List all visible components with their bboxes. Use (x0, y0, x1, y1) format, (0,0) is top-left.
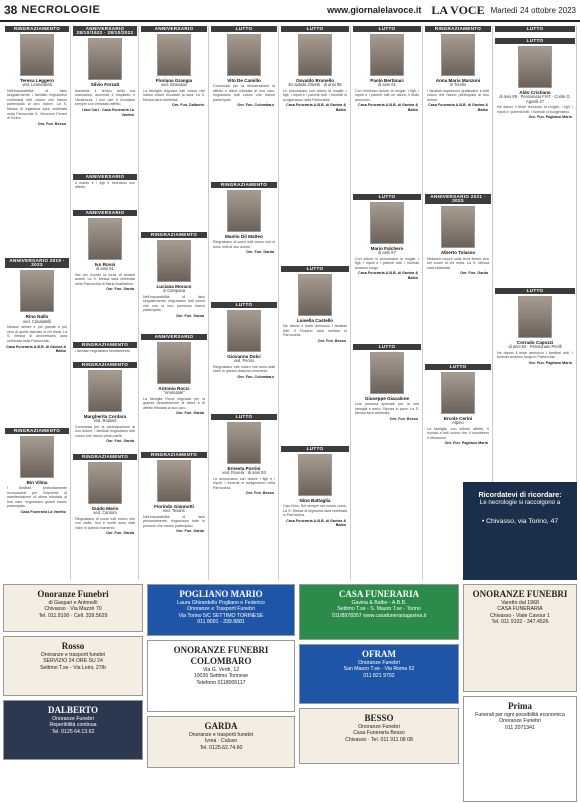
ad-pagliano[interactable] (147, 584, 295, 636)
portrait-photo (88, 462, 122, 504)
portrait-photo (370, 202, 404, 244)
obituary-notice (281, 26, 349, 264)
notice-type: RINGRAZIAMENTO (211, 182, 277, 188)
notice-type: ANNIVERSARIO (73, 174, 137, 180)
notice-text: La famiglia Rocci ringrazia per la grande dimostrazione di stima e di affetto tributata al suo caro. (143, 396, 205, 410)
portrait-photo (370, 352, 404, 394)
funeral-home-credit: Onr. Fun. Garda (246, 250, 274, 255)
deceased-name: Ivo Rossi (94, 261, 116, 267)
deceased-name: Teresa Leggero (20, 77, 54, 83)
portrait-photo (227, 422, 261, 464)
portrait-photo (227, 310, 261, 352)
notice-text: Lo annunciano con dolore i figli e i nipoti. I funerali si svolgeranno nella Parrocchia. (213, 476, 275, 490)
portrait-photo (88, 370, 122, 412)
notice-type: ANNIVERSARIO (141, 334, 207, 340)
notice-text: Con dolore lo annunciano la moglie, i figli, i nipoti e i parenti tutti. I funerali avranno luogo. (355, 256, 419, 270)
notice-text: Una persona speciale per la sua famiglia e amici. Riposa in pace. La S. Messa sarà celebrata. (355, 401, 419, 416)
deceased-name: Silvio Forzati (90, 82, 120, 88)
portrait-photo (518, 46, 552, 88)
portrait-photo (20, 270, 54, 312)
notice-text: Nessuno muore sulla terra finché vive nel cuore di chi resta. La S. Messa sarà celebrata. (427, 256, 489, 270)
ad-line: Onoranze e Trasporti Funebri (187, 606, 255, 613)
notice-text: Ringraziano di cuore tutti coloro che con visite, fiori e scritti sono stati vicini in questo momento. (75, 516, 135, 530)
deceased-name: Bin Vilma (26, 479, 48, 485)
notice-text: Ringraziano di cuore tutti coloro che si sono uniti al loro dolore. (213, 239, 275, 249)
ad-line: 011 2071341 (505, 724, 535, 731)
funeral-home-credit: Onr. Fun. Garda (176, 313, 204, 318)
portrait-photo (157, 240, 191, 282)
obituary-notice (141, 334, 207, 450)
obituary-notice (211, 26, 277, 180)
deceased-name: Giovanna Dolci (227, 353, 261, 359)
notice-type: RINGRAZIAMENTO (5, 428, 69, 434)
obituary-notice (281, 266, 349, 444)
deceased-name: Alberto Tolasso (440, 250, 476, 256)
ad-line: Chivasso - Viale Cavour 1 (490, 612, 550, 619)
ad-title: DALBERTO (47, 705, 99, 715)
ad-line: 011/8978357 www.casafunerariagavina.it (331, 612, 427, 619)
funeral-home-credit: Onr. Fun. Pagliano Mario (444, 441, 488, 446)
ad-prima[interactable] (463, 696, 577, 802)
notice-text: Lo annunciano con dolore la moglie, i figli, i nipoti e i parenti tutti. I funerali si svolgeranno nella Parrocchia. (283, 88, 347, 102)
funeral-home-credit: Casa Funeraria A.B.B. di Gavina & Balbo (428, 103, 488, 112)
deceased-subtitle: di anni 61 (378, 81, 396, 87)
obituary-notice (353, 194, 421, 342)
notice-type: RINGRAZIAMENTO (73, 362, 137, 368)
notice-text: Ciao Nino. Sei sempre nel nostro cuore. La S. Messa di trigesima sarà celebrata in Parrocchia. (283, 503, 347, 518)
deceased-name: Ercole Cerini (443, 415, 473, 421)
notice-text: Nel tuo ricordo la forza di andare avanti. La S. Messa sarà celebrata nella Parrocchia di Maria Ausiliatrice. (75, 272, 135, 286)
deceased-name: Giuseppe Giacalone (364, 395, 410, 401)
deceased-name: Manlio Dil Matteo (225, 233, 263, 239)
funeral-home-credit: Casa Funeraria A.B.B. di Gavina & Balbo (286, 103, 346, 112)
obituary-notice (73, 174, 137, 208)
ad-line: Onoranze e trasporti funebri (40, 652, 106, 658)
ad-line: Onoranze e trasporti funebri (188, 732, 254, 738)
deceased-subtitle: di anni 87 (378, 249, 396, 255)
funeral-home-credit: Onr. Fun. Besso (389, 416, 418, 421)
obituary-notice (425, 194, 491, 362)
deceased-subtitle: Alpino (452, 419, 464, 425)
funeral-home-credit: Casa Funeraria A.B.B. di Gavina & Balbo (6, 344, 66, 354)
notice-type: LUTTO (281, 446, 349, 452)
notice-type: LUTTO (281, 266, 349, 272)
ad-line: 011 8001 - 339.8881 (197, 619, 245, 626)
deceased-subtitle: ved. Leonardetti (22, 81, 52, 87)
deceased-subtitle: di anni 83 · Pensionato Pirelli (508, 343, 562, 349)
ad-title: GARDA (204, 721, 238, 731)
notice-type: LUTTO (211, 302, 277, 308)
ad-line: di Gaspari e Antonelli (48, 600, 98, 606)
ad-line: Onoranze Funebri (358, 660, 400, 666)
ad-line: CASA FUNERARIA (497, 606, 543, 613)
deceased-name: Rino Nallo (25, 314, 49, 320)
portrait-photo (227, 190, 261, 232)
portrait-photo (298, 274, 332, 316)
portrait-photo (298, 34, 332, 76)
deceased-name: Fiorindo Giannotti (154, 503, 194, 509)
portrait-photo (88, 38, 122, 80)
deceased-subtitle: "Ammutate" (163, 389, 185, 395)
notice-type: RINGRAZIAMENTO (73, 342, 137, 348)
deceased-subtitle: ved. Roliand (93, 417, 117, 423)
funeral-home-credit: Onr. Fun. Garda (106, 531, 134, 536)
funeral-home-credit: Onr. Fun. Colombaro (237, 103, 274, 108)
ad-title: ONORANZE FUNEBRI (472, 589, 568, 599)
ad-line: Chivasso · Via Mazzè 70 (44, 606, 102, 613)
obituary-notice (211, 182, 277, 300)
obituary-notice (5, 428, 69, 578)
portrait-photo (157, 460, 191, 502)
ad-besso[interactable] (299, 708, 459, 764)
ad-ofram[interactable] (299, 644, 459, 704)
obituary-notice (73, 26, 137, 172)
portrait-photo (157, 342, 191, 384)
notice-type: LUTTO (495, 288, 575, 294)
obituary-notice (495, 38, 575, 286)
notice-text: Nell'impossibilità di farlo personalmente, ringraziano tutte le persone che hanno partecipato. (143, 514, 205, 528)
obituary-notice (5, 26, 69, 256)
deceased-name: Luciana Moraco (156, 283, 192, 289)
funeral-home-credit: Onr. Fun. Besso (317, 338, 346, 343)
deceased-name: Margherita Cordara (83, 413, 127, 419)
funeral-home-credit: Onr. Fun. Colombaro (237, 374, 274, 379)
deceased-name: Corrado Capozzi (516, 339, 554, 345)
ad-title: ONORANZE FUNEBRI COLOMBARO (173, 645, 269, 666)
ad-line: Ivrea · Caluso (204, 738, 238, 745)
obituary-notice (425, 26, 491, 192)
notice-text: I familiari ringraziano sentitamente. (75, 348, 131, 353)
notice-type: ANNIVERSARIO (141, 26, 207, 32)
ad-title: Prima (508, 701, 532, 711)
ad-gavina[interactable] (299, 584, 459, 640)
portrait-photo (88, 218, 122, 260)
deceased-name: Nino Battaglia (299, 497, 331, 503)
notice-type: RINGRAZIAMENTO (73, 454, 137, 460)
notice-text: La famiglia ringrazia tutti coloro che hanno voluto ricordare la cara. La S. Messa sarà celebrata. (143, 88, 205, 102)
notice-text: Con immenso dolore la moglie, i figli, i nipoti e i parenti tutti ne danno il triste annuncio. (355, 88, 419, 102)
deceased-name: Anna Maria Manzoni (435, 77, 481, 83)
notice-type: ANNIVERSARIO (73, 210, 137, 216)
notice-text: Nell'impossibilità di farlo singolarmente, ringraziano tutti coloro che con la loro presenza hanno partecipato. (143, 294, 205, 313)
ad-line: Varetto dal 1968 (501, 600, 539, 606)
obituary-notice (73, 342, 137, 360)
notice-type: LUTTO (495, 38, 575, 44)
funeral-home-credit: Onr. Fun. Besso (245, 491, 274, 496)
obituary-notice (353, 26, 421, 192)
funeral-home-credit: Casa Funeraria A.B.B. di Gavina & Balbo (286, 518, 346, 528)
ad-line: Chivasso · Tel. 011 911 08 08 (345, 736, 413, 743)
reminder-title: Ricordatevi di ricordare: (478, 490, 562, 499)
ad-rosso[interactable] (3, 636, 143, 696)
notice-text: La famiglia, con infinito affetto, ti ricorda a tutti coloro che ti conobbero e stimarono. (427, 426, 489, 440)
ad-line: Via Torino 5/C SETTIMO TORINESE (178, 612, 264, 619)
notice-text: Ringraziano tutti coloro che sono stati vicini in questo doloroso momento. (213, 364, 275, 374)
reminder-box (463, 482, 577, 580)
deceased-name: Osvaldo Brunello (295, 77, 335, 83)
notice-text: Il marito e i figli ti ricordano con affetto. (75, 180, 135, 190)
funeral-home-credit: Onr. Fun. Pagliano Mario (528, 115, 572, 120)
obituary-notice (211, 414, 277, 578)
ad-garda[interactable] (147, 716, 295, 768)
obituary-notice (495, 288, 575, 506)
funeral-home-credit: Casa Funeraria A.B.B. di Gavina & Balbo (358, 103, 418, 112)
notice-type: RINGRAZIAMENTO (425, 26, 491, 32)
deceased-name: Antonio Rocci (158, 385, 190, 391)
notice-text: Commossi per la dimostrazione di affetto e stima tributata al loro caro, ringraziano tutti coloro che hanno partecipato. (213, 83, 275, 102)
funeral-home-credit: Casa Funeraria La Varetto (20, 509, 66, 514)
page-header (0, 0, 580, 22)
funeral-home-credit: Onr. Fun. Garda (106, 287, 134, 292)
obituary-notice (73, 362, 137, 452)
obituary-notice (141, 232, 207, 332)
funeral-ads (3, 584, 577, 802)
funeral-home-credit: Onr. Fun. Garda (176, 411, 204, 416)
ad-title: CASA FUNERARIA (338, 589, 420, 599)
notice-text: Commossi per la partecipazione al loro dolore, i familiari ringraziano tutti coloro che hanno preso parte. (75, 424, 135, 438)
ad-title: Onoranze Funebri (37, 589, 109, 599)
reminder-address: • Chivasso, via Torino, 47 (481, 518, 559, 525)
deceased-name: Mario Falchero (370, 245, 404, 251)
ad-line: 011 821 9792 (363, 672, 395, 679)
notice-text: Nessun amore è più grande e più vero di quello lasciato in chi resta. La S. Messa di anniversario sarà celebrata nella Parrocchia. (7, 325, 67, 343)
deceased-subtitle: ved. Tesaric (163, 507, 185, 513)
deceased-subtitle: ved. Sinesaari (161, 81, 187, 87)
ad-line: Reperibilità continua (49, 722, 97, 729)
notice-type: LUTTO (211, 414, 277, 420)
ad-line: Onoranze Funebri (499, 718, 541, 725)
portrait-photo (370, 34, 404, 76)
deceased-subtitle: di anni 89 · Pensionato FIAT · Conte G. Agnelli 47 (499, 93, 571, 104)
notice-type: ANNIVERSARIO 2021 · 2023 (425, 194, 491, 204)
notice-type: LUTTO (281, 26, 349, 32)
ad-line: Funerali per ogni possibilità economica (475, 712, 565, 718)
ad-title: POGLIANO MARIO (179, 589, 263, 599)
portrait-photo (298, 454, 332, 496)
obituary-notice (211, 302, 277, 412)
deceased-name: Floriana Grangia (155, 77, 193, 83)
portrait-photo (441, 372, 475, 414)
ad-line: Tel. 011.9100 · Cell. 339.5629 (38, 612, 108, 619)
ad-line: Casa Funeraria Besso (353, 730, 405, 737)
section-title: NECROLOGIE (21, 4, 101, 16)
notice-type: RINGRAZIAMENTO (141, 232, 207, 238)
obituary-notice (73, 210, 137, 340)
portrait-photo (441, 206, 475, 248)
portrait-photo (20, 436, 54, 478)
ad-line: Tel. 011 9102 - 347.4526 (491, 619, 549, 626)
portrait-photo (227, 34, 261, 76)
ad-line: SERVIZIO 24 ORE SU 24 (43, 658, 103, 665)
funeral-home-credit: I tuoi Cari · Casa Funeraria La Varetto (81, 107, 134, 117)
notice-text: Ne danno il triste annuncio i familiari tutti. Il Rosario sarà recitato in Parrocchia. (283, 323, 347, 338)
notice-text: Ne danno il triste annuncio i familiari tutti. I funerali avranno luogo in Parrocchia. (497, 350, 573, 360)
deceased-name: Guido Mario (91, 505, 119, 511)
funeral-home-credit: Onr. Fun. Pagliano Mario (528, 360, 572, 365)
ad-varetto[interactable] (463, 584, 577, 692)
deceased-subtitle: ved. Perino (233, 357, 255, 363)
funeral-home-credit: Onr. Fun. Garda (460, 271, 488, 276)
deceased-subtitle: ved. Canalatelli (23, 318, 51, 324)
portrait-photo (157, 34, 191, 76)
ad-dalberto[interactable] (3, 700, 143, 760)
notice-type: ANNIVERSARIO 2019 · 2023 (5, 258, 69, 268)
obituary-notice (5, 258, 69, 426)
obituary-notice (353, 344, 421, 578)
notice-text: Nell'impossibilità di farlo singolarmente, i familiari ringraziano commossi tutti coloro che hanno partecipato al loro dolore. La S. Messa di trigesima sarà celebrata nella Parrocchia S. Vincenzo Ferreri di Torino. (7, 88, 67, 121)
obituary-notice (73, 454, 137, 578)
deceased-name: Vito De Camillo (227, 77, 261, 83)
website-link[interactable]: www.giornalelavoce.it (327, 5, 422, 15)
funeral-home-credit: Casa Funeraria A.B.B. di Gavina & Balbo (358, 271, 418, 280)
obituary-notice (141, 26, 207, 230)
obituary-notice (281, 446, 349, 578)
notice-type: RINGRAZIAMENTO (5, 26, 69, 32)
notice-type: LUTTO (495, 26, 575, 32)
ad-title: OFRAM (362, 649, 396, 659)
notice-type: LUTTO (425, 364, 491, 370)
ad-line: San Mauro T.se · Via Roma 52 (343, 666, 415, 673)
funeral-home-credit: Onr. Fun. Garda (106, 439, 134, 444)
deceased-subtitle: Ex autista Olivetti · di anni 88 (288, 81, 342, 87)
deceased-name: Ernesta Porrini (227, 465, 261, 471)
ad-title: BESSO (364, 713, 394, 723)
reminder-subtitle: Le necrologie si raccolgono a (479, 499, 561, 506)
ad-lo-studio[interactable] (3, 584, 143, 632)
obituary-notice (495, 26, 575, 36)
portrait-photo (20, 34, 54, 76)
ad-line: Onoranze Funebri (52, 716, 94, 722)
notice-text: Ne danno il triste annuncio la moglie, i figli, i nipoti e i parenti tutti. I funerali si svolgeranno. (497, 105, 573, 114)
ad-line: Via G. Verdi, 12 (202, 667, 240, 673)
funeral-home-credit: Onr. Fun. Besso (37, 121, 66, 126)
notice-text: Aumenta il tempo della tua mancanza, aumenta il rimpianto e l'amarezza. I tuoi cari ti ricordano sempre con immutato affetto. (75, 88, 135, 107)
issue-date: Martedì 24 ottobre 2023 (490, 5, 576, 15)
deceased-name: Aldo Cristiano (519, 89, 551, 95)
notice-type: ANNIVERSARIO 28/10/1922 · 28/10/2022 (73, 26, 137, 36)
deceased-subtitle: di anni 81 (96, 265, 114, 271)
portrait-photo (441, 34, 475, 76)
deceased-name: Paolo Bertinaci (370, 77, 404, 83)
portrait-photo (518, 296, 552, 338)
newspaper-brand: LA VOCE (431, 2, 485, 17)
deceased-subtitle: ved. Cantora (93, 509, 117, 515)
ad-line: Tel. 0125 64.13.62 (51, 728, 95, 735)
notice-type: LUTTO (353, 344, 421, 350)
notice-text: I familiari esprimono gratitudine a tutti coloro che hanno partecipato al loro dolore. (427, 88, 489, 102)
obituary-notice (141, 452, 207, 578)
notice-type: LUTTO (211, 26, 277, 32)
ad-colombaro[interactable] (147, 640, 295, 712)
notice-type: LUTTO (353, 26, 421, 32)
page-number: 38 (4, 3, 18, 17)
ad-line: Gavina & Balbo - A.B.B. (351, 600, 407, 606)
funeral-home-credit: Onr. Fun. Garda (176, 529, 204, 534)
ad-title: Rosso (61, 641, 85, 651)
ad-line: Settimo T.se - S. Mauro T.se - Torino (337, 606, 421, 613)
deceased-name: Luisella Castello (296, 317, 334, 323)
funeral-home-credit: Onr. Fun. Dalberto (171, 103, 204, 108)
ad-line: Laura Ghirardello Pogliano e Federico (177, 600, 265, 606)
ad-line: Onoranze Funebri (358, 724, 400, 730)
ad-line: Settimo T.se - Via Leini, 27/b (40, 664, 106, 671)
notice-type: LUTTO (353, 194, 421, 200)
notice-text: I familiari, profondamente riconoscenti per l'impronta di manifestazione di stima tributata al loro caro, ringraziano quanti hanno partecipato. (7, 485, 67, 509)
deceased-subtitle: in Torello (449, 81, 467, 87)
ad-line: Telefono 0118005117 (196, 679, 246, 686)
deceased-subtitle: ved. Rovera · di anni 93 (222, 469, 266, 475)
deceased-subtitle: in Campana (162, 287, 186, 293)
notice-type: RINGRAZIAMENTO (141, 452, 207, 458)
ad-line: Tel. 0125.62.74.60 (199, 744, 243, 751)
ad-line: 10036 Settimo Torinese (193, 673, 249, 680)
